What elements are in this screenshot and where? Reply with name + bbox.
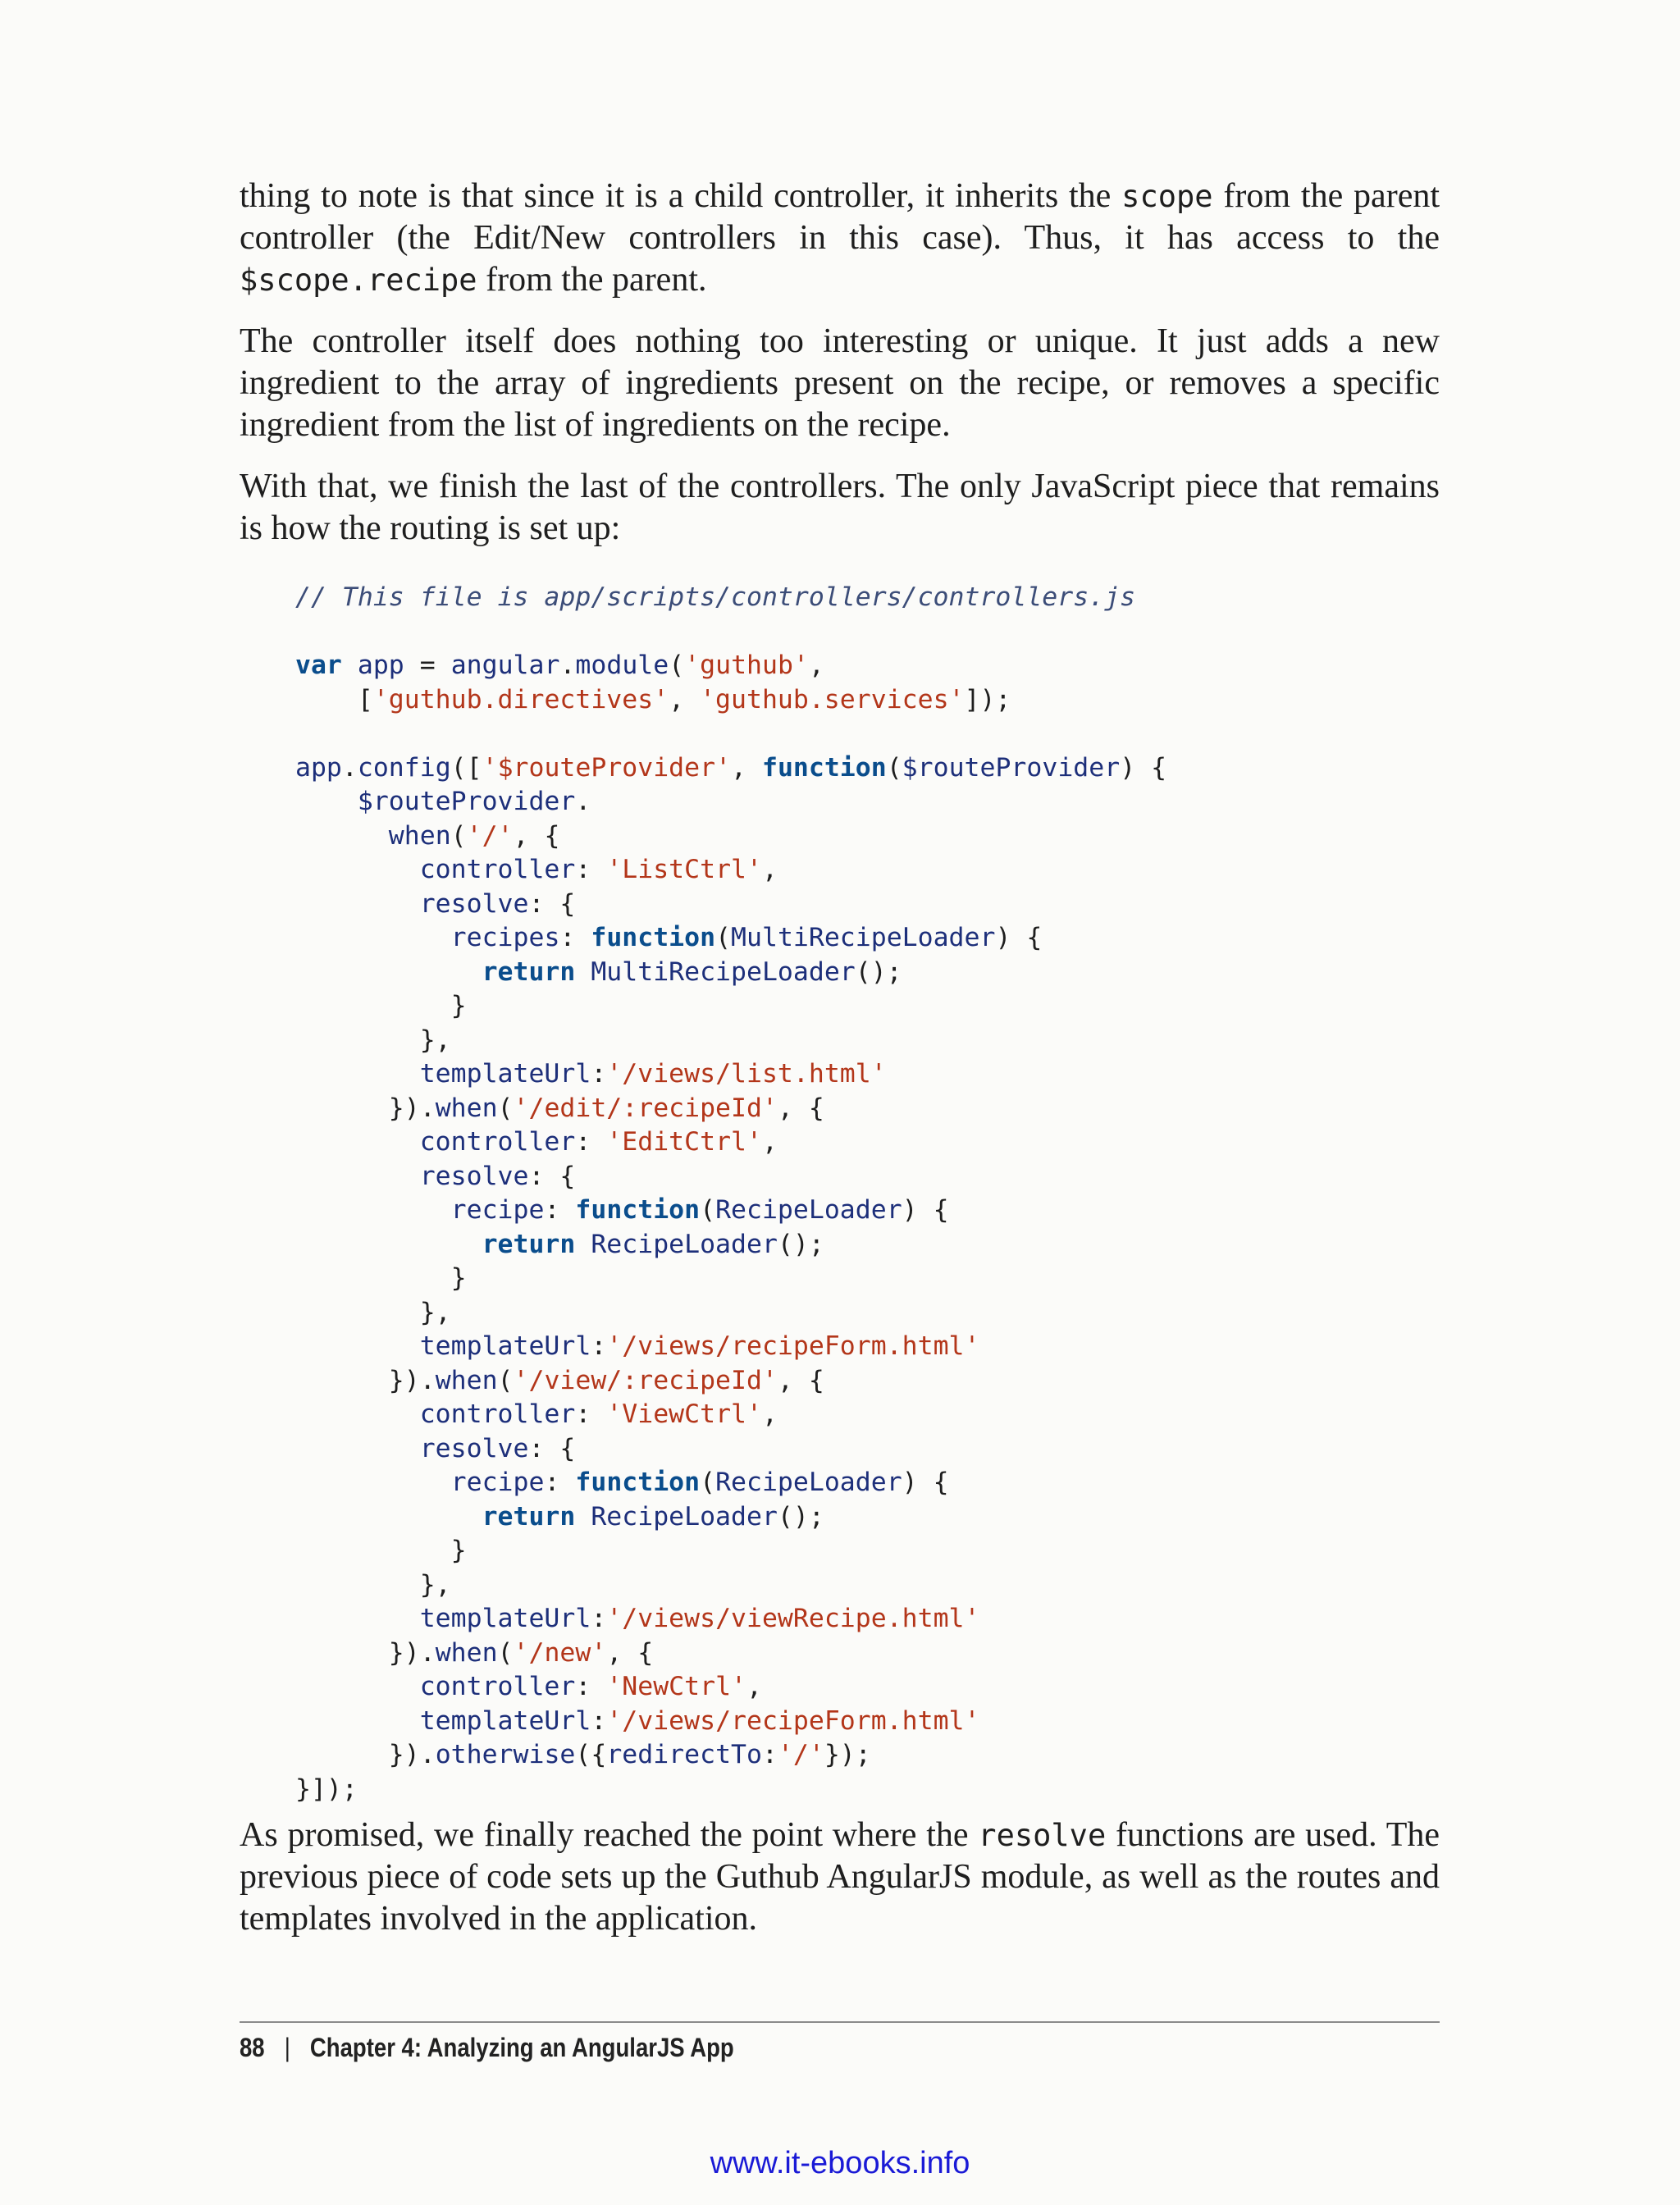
code-token [295, 957, 482, 987]
code-token: // This file is app/scripts/controllers/controllers.js [295, 582, 1136, 612]
code-line [295, 853, 1440, 888]
code-token: . [575, 787, 591, 816]
code-token: angular [450, 651, 560, 680]
code-line [295, 1057, 1440, 1092]
code-token: , [808, 651, 824, 680]
code-token: ( [700, 1195, 716, 1225]
code-line [295, 1568, 1440, 1603]
code-token [295, 1162, 420, 1191]
code-token: , [761, 1127, 778, 1157]
code-token: : [544, 1195, 576, 1225]
code-token: return [482, 1501, 576, 1532]
code-line [295, 1125, 1440, 1160]
code-token [295, 1195, 451, 1225]
code-token [295, 1059, 420, 1089]
code-token [295, 923, 451, 952]
code-token [575, 1230, 591, 1259]
code-token: : [591, 1604, 607, 1633]
footer-separator: | [284, 2033, 290, 2062]
code-token: , [761, 855, 778, 884]
code-token: controller [419, 1127, 576, 1157]
code-token: app [357, 651, 404, 680]
code-token: templateUrl [419, 1331, 591, 1361]
code-token: , [761, 1399, 778, 1429]
code-token: when [435, 1093, 498, 1123]
code-line [295, 1330, 1440, 1364]
paragraph-controller-description: The controller itself does nothing too interesting or unique. It just adds a new ingredient to the array of ingredients present on the recipe, or removes a specific ingredient from the list of ingredients on the recipe. [240, 322, 1440, 444]
code-token [575, 957, 591, 987]
code-token: $routeProvider [357, 787, 576, 816]
code-token: 'ViewCtrl' [606, 1399, 762, 1429]
code-line [295, 1773, 1440, 1807]
code-token: MultiRecipeLoader [591, 956, 856, 987]
code-line [295, 785, 1440, 819]
code-token: , [731, 752, 762, 783]
code-token: }). [295, 1637, 436, 1668]
page-footer [240, 2033, 734, 2063]
code-token: 'guthub' [684, 651, 809, 680]
code-token: } [295, 1263, 467, 1293]
code-token: : [559, 923, 591, 952]
code-token: (); [855, 956, 902, 987]
code-token: ) { [902, 1468, 949, 1497]
code-token [575, 1502, 591, 1532]
code-token: : [575, 1127, 607, 1157]
code-token: ([ [450, 752, 482, 783]
code-token: : [575, 1672, 607, 1701]
code-token: : [544, 1468, 576, 1497]
code-token: : [591, 1331, 607, 1361]
code-token: RecipeLoader [715, 1195, 902, 1225]
code-token: resolve [419, 1161, 529, 1191]
code-token: RecipeLoader [591, 1501, 778, 1532]
code-token [295, 1399, 420, 1429]
code-token: $routeProvider [902, 752, 1121, 783]
code-line [295, 921, 1440, 956]
code-line [295, 649, 1440, 683]
p1-text-2: from the parent controller (the Edit/New controllers in this case). Thus, it has access to the [240, 177, 1440, 257]
p4-text-2: functions are used. The previous piece of code sets up the Guthub AngularJS module, as well as the routes and templates involved in the application. [240, 1816, 1440, 1938]
code-line [295, 1092, 1440, 1126]
code-token: ) { [902, 1195, 949, 1225]
code-token: recipe [450, 1195, 545, 1225]
code-token: RecipeLoader [591, 1229, 778, 1259]
code-token: controller [419, 855, 576, 884]
code-token: 'guthub.services' [700, 684, 965, 714]
code-line [295, 1670, 1440, 1705]
code-token: }, [295, 1025, 451, 1055]
code-line [295, 1738, 1440, 1773]
code-token: : [575, 855, 607, 884]
code-token: }); [824, 1740, 871, 1769]
code-token: ( [497, 1365, 514, 1395]
code-token: templateUrl [419, 1705, 591, 1736]
code-token: templateUrl [419, 1604, 591, 1633]
p1-code-scope-recipe: $scope.recipe [240, 262, 477, 298]
code-token: '/view/:recipeId' [513, 1365, 778, 1395]
code-token: RecipeLoader [715, 1468, 902, 1497]
code-token: '/' [777, 1740, 824, 1769]
code-token: . [559, 651, 576, 680]
code-token: , { [777, 1093, 824, 1123]
watermark-link[interactable]: www.it-ebooks.info [710, 2146, 970, 2180]
code-line [295, 1534, 1440, 1568]
p1-code-scope: scope [1121, 179, 1213, 214]
code-line [295, 956, 1440, 990]
code-token: ( [497, 1637, 514, 1668]
code-line [295, 1262, 1440, 1296]
code-blank-line [295, 717, 1440, 751]
code-line [295, 581, 1440, 615]
code-token [295, 1127, 420, 1157]
code-token: : [575, 1399, 607, 1429]
code-token: ) { [995, 923, 1043, 952]
code-token: , { [513, 820, 560, 851]
code-token: var [295, 651, 342, 680]
code-token: redirectTo [606, 1740, 762, 1769]
code-token: when [388, 820, 451, 851]
code-token [295, 889, 420, 919]
code-token: module [575, 651, 669, 680]
code-token: 'EditCtrl' [606, 1127, 762, 1157]
code-token: (); [777, 1501, 824, 1532]
code-line [295, 989, 1440, 1024]
code-token: (); [777, 1229, 824, 1259]
code-token: : { [528, 1433, 576, 1463]
code-token: ( [886, 752, 902, 783]
code-token: }, [295, 1297, 451, 1327]
code-token: when [435, 1637, 498, 1668]
code-token: config [357, 752, 451, 783]
code-token: , { [777, 1365, 824, 1395]
code-token [295, 1230, 482, 1259]
p4-text-1: As promised, we finally reached the point where the [240, 1816, 979, 1854]
code-token [295, 1706, 420, 1736]
code-line [295, 683, 1440, 718]
code-listing [295, 581, 1440, 1806]
code-token: '/views/list.html' [606, 1059, 887, 1089]
paragraph-routing-intro: With that, we finish the last of the controllers. The only JavaScript piece that remains is how the routing is set up: [240, 468, 1440, 547]
code-token [295, 1468, 451, 1497]
code-line [295, 1466, 1440, 1500]
code-token [295, 821, 389, 851]
p1-text-3: from the parent. [477, 261, 707, 299]
code-line [295, 1296, 1440, 1331]
code-token: '$routeProvider' [482, 752, 732, 783]
page-number: 88 [240, 2033, 265, 2062]
code-token: controller [419, 1672, 576, 1701]
code-token: templateUrl [419, 1059, 591, 1089]
code-token: ( [497, 1093, 514, 1123]
code-token: '/views/recipeForm.html' [606, 1331, 980, 1361]
code-token: ]); [964, 684, 1011, 714]
code-line [295, 1024, 1440, 1058]
code-token: ( [700, 1468, 716, 1497]
code-token [295, 1502, 482, 1532]
code-token: : { [528, 888, 576, 919]
p1-text-1: thing to note is that since it is a child controller, it inherits the [240, 177, 1122, 215]
code-token: : [591, 1059, 607, 1089]
code-token: }). [295, 1740, 436, 1769]
code-token: } [295, 991, 467, 1020]
code-token: }). [295, 1365, 436, 1395]
code-token: 'ListCtrl' [606, 855, 762, 884]
code-line [295, 888, 1440, 922]
code-line [295, 1228, 1440, 1262]
code-token [295, 1672, 420, 1701]
code-token: ( [669, 651, 685, 680]
paragraph-scope-inheritance [240, 176, 1440, 301]
code-token: resolve [419, 1433, 529, 1463]
code-token: function [591, 923, 716, 952]
code-token: MultiRecipeLoader [731, 923, 996, 952]
code-token: '/views/viewRecipe.html' [606, 1604, 980, 1633]
code-token: ({ [575, 1740, 607, 1769]
footer-divider [240, 2021, 1440, 2023]
code-line [295, 819, 1440, 854]
code-token: function [575, 1195, 701, 1225]
code-line [295, 1637, 1440, 1671]
code-token: '/views/recipeForm.html' [606, 1705, 980, 1736]
code-line [295, 1705, 1440, 1739]
code-token: recipes [450, 923, 560, 952]
code-token: '/' [466, 820, 514, 851]
p4-code-resolve: resolve [978, 1818, 1107, 1853]
code-token: }]); [295, 1774, 358, 1804]
code-token: ) { [1120, 752, 1167, 783]
code-token [295, 855, 420, 884]
code-line [295, 1194, 1440, 1228]
chapter-title: Chapter 4: Analyzing an AngularJS App [309, 2033, 734, 2062]
code-token: . [341, 752, 358, 783]
page-body [240, 176, 1440, 1960]
code-blank-line [295, 615, 1440, 650]
code-token: 'NewCtrl' [606, 1672, 746, 1701]
code-token: : [761, 1740, 778, 1769]
code-token: : [591, 1705, 607, 1736]
code-token: , [669, 684, 701, 714]
code-line [295, 1432, 1440, 1467]
code-token [295, 1434, 420, 1463]
code-token: }). [295, 1093, 436, 1123]
code-line [295, 1602, 1440, 1637]
code-token: app [295, 752, 342, 783]
code-token: function [575, 1468, 701, 1497]
code-token: when [435, 1365, 498, 1395]
code-token: 'guthub.directives' [372, 684, 669, 714]
code-token: recipe [450, 1468, 545, 1497]
code-token: } [295, 1536, 467, 1565]
code-token: ( [450, 820, 467, 851]
code-token: }, [295, 1569, 451, 1600]
code-line [295, 751, 1440, 786]
code-token [342, 651, 358, 680]
code-line [295, 1364, 1440, 1399]
paragraph-resolve-explanation [240, 1815, 1440, 1940]
code-token [295, 1331, 420, 1361]
code-line [295, 1398, 1440, 1432]
code-token: controller [419, 1399, 576, 1429]
code-token: '/new' [513, 1637, 607, 1668]
code-token: , [746, 1672, 762, 1701]
code-token: '/edit/:recipeId' [513, 1093, 778, 1123]
code-token: , { [606, 1637, 654, 1668]
code-line [295, 1160, 1440, 1194]
code-token: function [761, 752, 887, 783]
code-token: return [482, 1229, 576, 1259]
code-line [295, 1500, 1440, 1535]
code-token: [ [295, 684, 373, 714]
code-token: ( [715, 923, 732, 952]
code-token: otherwise [435, 1740, 576, 1769]
code-token [295, 787, 358, 816]
code-token [295, 1604, 420, 1633]
code-token: = [404, 651, 451, 680]
code-token: resolve [419, 888, 529, 919]
code-token: return [482, 956, 576, 987]
code-token: : { [528, 1161, 576, 1191]
